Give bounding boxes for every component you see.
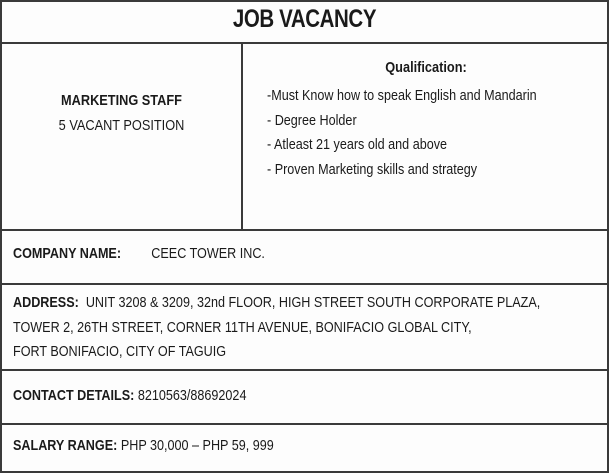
contact-value: 8210563/88692024: [137, 387, 247, 404]
contact-row: [2, 371, 607, 425]
address-label: ADDRESS:: [13, 294, 79, 311]
qualification-item: - Degree Holder: [267, 111, 357, 129]
address-line: [13, 291, 540, 316]
address-row: [2, 285, 607, 371]
title-row: [2, 2, 607, 44]
salary-row: [2, 425, 607, 473]
address-field: [13, 291, 540, 365]
position-title: MARKETING STAFF: [61, 92, 182, 109]
company-row: [2, 231, 607, 285]
qualification-item: - Atleast 21 years old and above: [267, 136, 448, 153]
qualification-panel: [245, 44, 607, 229]
company-value: CEEC TOWER INC.: [151, 245, 265, 262]
qualification-title: Qualification:: [385, 59, 467, 76]
salary-field: [13, 437, 274, 454]
position-qualification-row: [2, 44, 607, 231]
address-line-3: FORT BONIFACIO, CITY OF TAGUIG: [13, 343, 227, 360]
position-panel: [2, 44, 243, 229]
company-label: COMPANY NAME:: [13, 245, 122, 262]
address-line-1: UNIT 3208 & 3209, 32nd FLOOR, HIGH STREET SOUTH CORPORATE PLAZA,: [85, 294, 541, 311]
vacancy-count: 5 VACANT POSITION: [58, 117, 185, 134]
salary-value: PHP 30,000 – PHP 59, 999: [120, 437, 274, 454]
contact-field: [13, 387, 246, 404]
salary-label: SALARY RANGE:: [13, 437, 118, 454]
qualification-item: -Must Know how to speak English and Mandarin: [267, 87, 537, 104]
company-field: [13, 245, 265, 262]
address-line-2: TOWER 2, 26TH STREET, CORNER 11TH AVENUE, BONIFACIO GLOBAL CITY,: [13, 318, 472, 336]
qualification-list: [267, 84, 537, 182]
page-title: JOB VACANCY: [232, 5, 377, 33]
contact-label: CONTACT DETAILS:: [13, 387, 135, 404]
qualification-item: - Proven Marketing skills and strategy: [267, 160, 478, 178]
